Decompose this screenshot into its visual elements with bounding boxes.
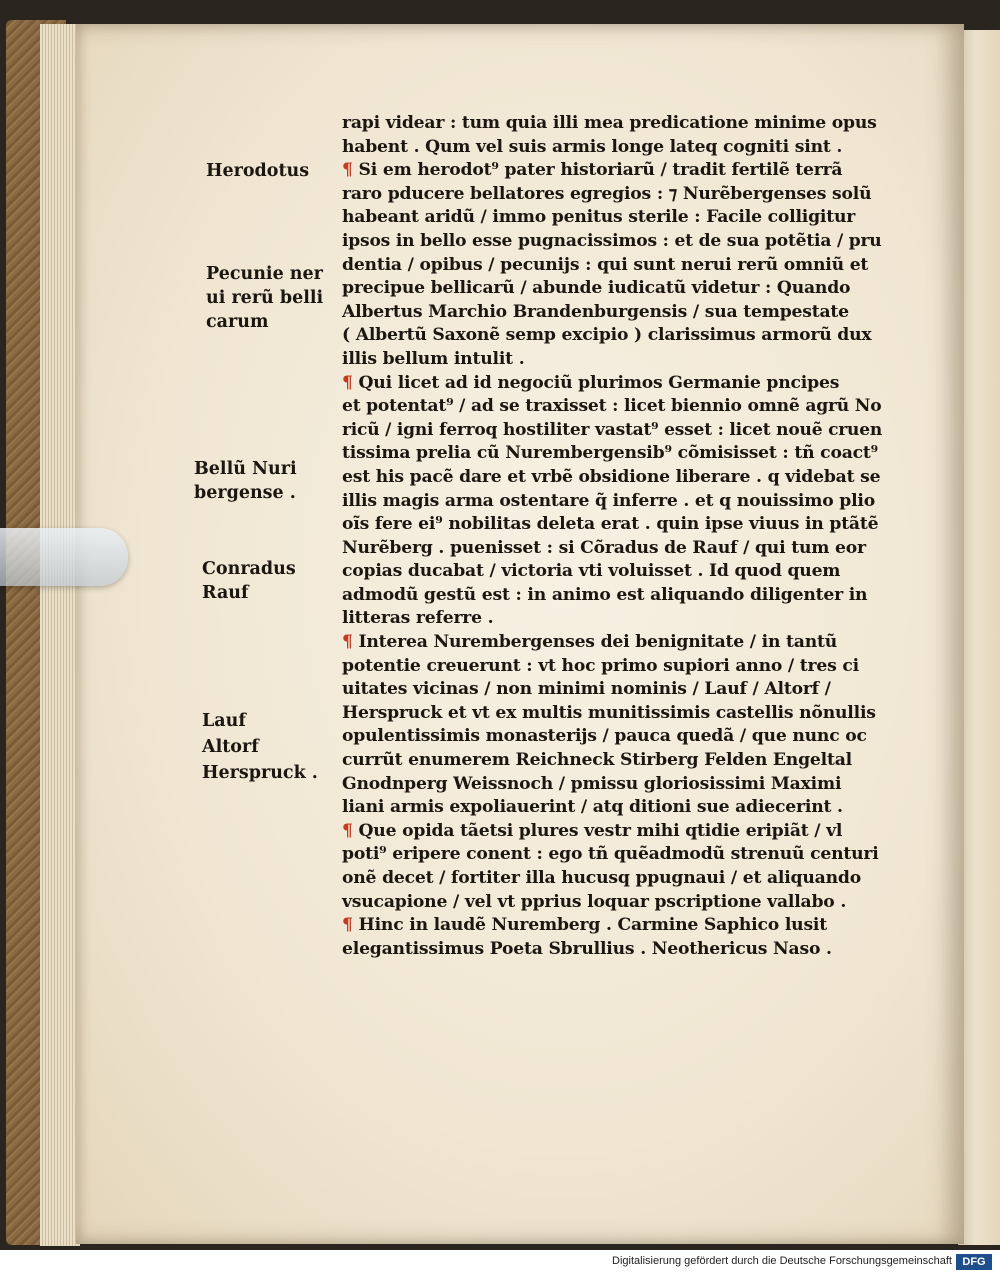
text-line: et potentat⁹ / ad se traxisset : licet biennio omnẽ agrũ No	[342, 396, 882, 417]
marginal-note-text: Lauf	[202, 711, 246, 731]
text-line: ¶ Que opida tãetsi plures vestr mihi qtidie eripiãt / vl	[342, 820, 843, 841]
text-line: habent . Qum vel suis armis longe lateq cogniti sint .	[342, 136, 843, 157]
marginal-note-text: Bellũ Nuri	[194, 459, 297, 479]
text-line: habeant aridũ / immo penitus sterile : Facile colligitur	[342, 207, 856, 228]
text-line: rapi videar : tum quia illi mea predicatione minime opus	[342, 113, 877, 133]
marginal-note-conradus	[202, 558, 296, 605]
marginal-note-text: bergense .	[194, 482, 296, 503]
marginal-note-text: Herodotus	[206, 161, 310, 181]
text-line: poti⁹ eripere conent : ego tñ quẽadmodũ strenuũ centuri	[342, 844, 879, 865]
text-line: ¶ Qui licet ad id negociũ plurimos Germanie pncipes	[342, 372, 840, 393]
text-line: liani armis expoliauerint / atq ditioni sue adiecerint .	[342, 797, 843, 818]
paragraph-mark: ¶	[342, 820, 353, 841]
digitization-footer	[0, 1250, 1000, 1275]
marginal-note-text: Herspruck .	[202, 763, 318, 783]
text-line: ¶ Interea Nurembergenses dei benignitate / in tantũ	[342, 632, 838, 653]
text-line: illis bellum intulit .	[342, 348, 525, 369]
text-line: Albertus Marchio Brandenburgensis / sua tempestate	[342, 301, 849, 322]
text-line: copias ducabat / victoria vti voluisset . Id quod quem	[342, 561, 841, 582]
marginal-note-text: Altorf	[202, 737, 259, 757]
text-line: tissima prelia cũ Nurembergensib⁹ cõmisisset : tñ coact⁹	[342, 443, 878, 464]
text-line: oĩs fere ei⁹ nobilitas deleta erat . quin ipse viuus in ptãtẽ	[342, 514, 879, 535]
marginal-note-places	[202, 708, 318, 786]
text-line: potentie creuerunt : vt hoc primo supiori anno / tres ci	[342, 655, 859, 676]
text-line: illis magis arma ostentare q̃ inferre . et q nouissimo plio	[342, 490, 876, 511]
text-line: elegantissimus Poeta Sbrullius . Neothericus Naso .	[342, 938, 832, 959]
text-line: Herspruck et vt ex multis munitissimis castellis nõnullis	[342, 702, 876, 723]
marginal-note-text: Rauf	[202, 582, 249, 603]
text-line: vsucapione / vel vt pprius loquar pscriptione vallabo .	[342, 891, 847, 912]
text-line: raro pducere bellatores egregios : ⁊ Nurẽbergenses solũ	[342, 183, 872, 204]
main-text-column	[342, 112, 882, 961]
marginal-note-text: Conradus	[202, 559, 296, 579]
paragraph-mark: ¶	[342, 632, 353, 653]
marginal-note-herodotus	[206, 160, 309, 184]
text-line: dentia / opibus / pecunijs : qui sunt nerui rerũ omniũ et	[342, 254, 869, 275]
text-line: litteras referre .	[342, 608, 494, 629]
marginal-note-text: Pecunie ner	[206, 264, 323, 284]
text-line: ¶ Hinc in laudẽ Nuremberg . Carmine Saphico lusit	[342, 915, 827, 936]
text-line: ( Albertũ Saxonẽ semp excipio ) clarissimus armorũ dux	[342, 325, 872, 346]
paragraph-mark: ¶	[342, 915, 353, 936]
marginal-note-pecunie	[206, 262, 323, 334]
text-line: Nurẽberg . puenisset : si Cõradus de Rauf / qui tum eor	[342, 537, 866, 558]
text-line: ricũ / igni ferroq hostiliter vastat⁹ esset : licet nouẽ cruen	[342, 419, 883, 440]
text-line: admodũ gestũ est : in animo est aliquando diligenter in	[342, 584, 868, 605]
page-edges	[40, 24, 80, 1246]
text-line: currũt enumerem Reichneck Stirberg Felden Engeltal	[342, 750, 852, 771]
facing-page-edge	[958, 30, 1000, 1245]
funding-credit: Digitalisierung gefördert durch die Deutsche Forschungsgemeinschaft	[612, 1255, 952, 1267]
marginal-note-text: ui rerũ belli	[206, 288, 324, 308]
text-line: opulentissimis monasterijs / pauca quedã / que nunc oc	[342, 726, 867, 747]
paragraph-mark: ¶	[342, 372, 353, 393]
paragraph-mark: ¶	[342, 160, 353, 181]
text-line: est his pacẽ dare et vrbẽ obsidione liberare . q videbat se	[342, 466, 881, 487]
text-line: uitates vicinas / non minimi nominis / Lauf / Altorf /	[342, 679, 831, 700]
text-line: onẽ decet / fortiter illa hucusq ppugnaui / et aliquando	[342, 868, 861, 888]
text-line: Gnodnperg Weissnoch / pmissu gloriosissimi Maximi	[342, 773, 842, 794]
text-line: ¶ Si em herodot⁹ pater historiarũ / tradit fertilẽ terrã	[342, 160, 843, 181]
marginal-note-bellum	[194, 458, 297, 505]
text-line: ipsos in bello esse pugnacissimos : et de sua potẽtia / pru	[342, 230, 882, 251]
dfg-logo: DFG	[956, 1254, 992, 1270]
marginal-note-text: carum	[206, 312, 269, 332]
glass-page-weight	[0, 528, 128, 586]
text-line: precipue bellicarũ / abunde iudicatũ videtur : Quando	[342, 278, 851, 299]
